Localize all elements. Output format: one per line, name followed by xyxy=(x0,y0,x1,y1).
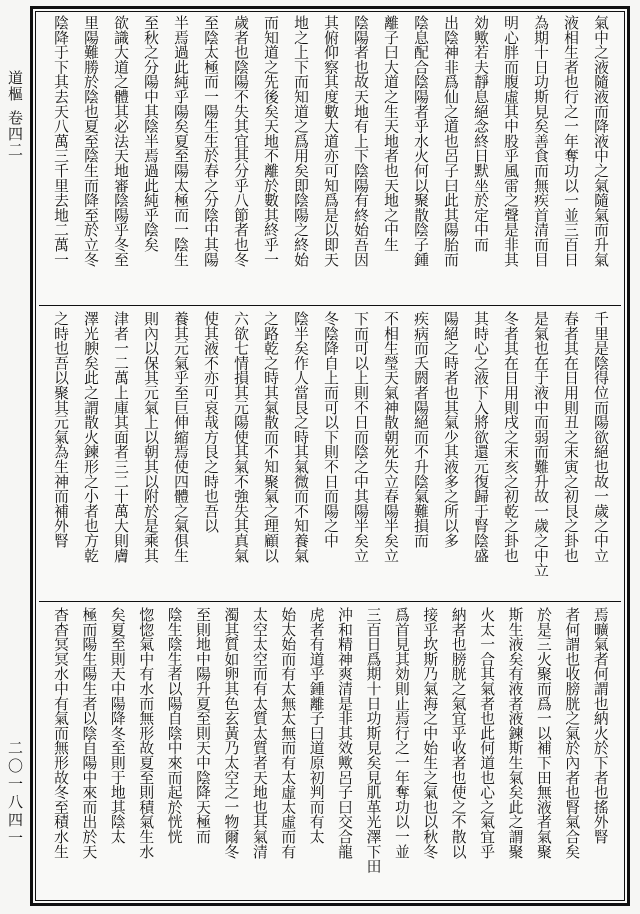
text-column: 極而陽生陽生者以陰自陽中來而出於天 xyxy=(80,607,98,859)
text-column: 冬陰降自上而可以下則不日而陽之中 xyxy=(322,311,339,548)
text-column: 明心胖而腹虛其中股乎風雷之聲是非其 xyxy=(502,15,519,267)
page-number: 二〇一八四一 xyxy=(6,740,24,848)
panel-divider xyxy=(39,305,621,306)
text-column: 歲者也陰陽不失其宜其分乎八節者也冬 xyxy=(232,15,249,267)
text-column: 矣夏至則天中陽降冬至則于地其陰太 xyxy=(108,607,126,844)
text-column: 為期十日功斯見矣善食而無疾首清而目 xyxy=(532,15,549,267)
text-column: 爲首見其効則止焉行之一年奪功以一並 xyxy=(392,607,410,859)
text-column: 陰陽者也故天地有上下陰陽有終始吾因 xyxy=(352,15,369,267)
text-column: 沖和精神爽清是非其效歟呂子曰交合龍 xyxy=(336,607,354,859)
text-column: 則內以保其元氣上以朝其以附於是乘其 xyxy=(142,311,159,563)
text-column: 至秋之分陽中其陰半焉過此純乎陰矣 xyxy=(142,15,159,252)
text-column: 不相生瑩天氣神散朝死失立春陽半矣立 xyxy=(382,311,399,563)
text-column: 里陽難勝於陰也夏至陰生而降至於立冬 xyxy=(82,15,99,267)
text-column: 納者也膀胱之氣宜乎收者也使之不散以 xyxy=(449,607,467,859)
text-column: 使其液不亦可哀哉方艮之時也吾以 xyxy=(202,311,219,533)
text-column: 濁其質如卵其色玄黃乃太空之一物爾冬 xyxy=(222,607,240,859)
text-column: 地之上下而知道之爲用矣即陰陽之終始 xyxy=(292,15,309,267)
text-column: 焉曠氣者何謂也納火於下者也搖外腎 xyxy=(591,607,609,844)
text-column: 惚惚氣中有水而無形故夏至則積氣生水 xyxy=(137,607,155,859)
text-column: 是氣也在于液中而弱而難升故一歲之中立 xyxy=(532,311,549,578)
text-column: 冬者其在日用則戌之末亥之初乾之卦也 xyxy=(502,311,519,563)
text-panel-middle xyxy=(39,311,621,597)
text-column: 六欲七情損其元陽使其氣不強失其真氣 xyxy=(232,311,249,563)
text-column: 火太一合其氣者也此何道也心之氣宜乎 xyxy=(478,607,496,859)
text-column: 而知道之先後矣天地不離於數其終乎一 xyxy=(262,15,279,267)
text-column: 虎者有道乎鍾離子曰道原初判而有太 xyxy=(307,607,325,844)
text-column: 出陰神非爲仙之道也呂子曰此其陽胎而 xyxy=(442,15,459,267)
text-column: 斯生液矣有液者液鍊斯生氣矣此之謂聚 xyxy=(506,607,524,859)
text-column: 液相生者也行之一年奪功以一並三百日 xyxy=(562,15,579,267)
text-column: 其時心之液下入將欲還元復歸于腎陰盛 xyxy=(472,311,489,563)
text-column: 千里是陰得位而陽欲絕也故一歲之中立 xyxy=(592,311,609,563)
text-column: 養其元氣乎至巨伸縮焉使四體之氣俱生 xyxy=(172,311,189,563)
text-column: 之時也吾以聚其元氣為生神而補外腎 xyxy=(52,311,69,548)
text-column: 至則地中陽升夏至則天中陰降天極而 xyxy=(194,607,212,844)
text-column: 陰生陰生者以陽自陰中來而起於恍恍 xyxy=(165,607,183,844)
text-panel-top xyxy=(39,15,621,301)
book-title: 道樞 xyxy=(6,70,24,102)
text-column: 陰息配合陰陽者乎水火何以聚散陰子鍾 xyxy=(412,15,429,267)
text-column: 陽絕之時者也其氣少其液多之所以多 xyxy=(442,311,459,548)
text-panel-bottom xyxy=(39,607,621,895)
text-column: 欲識大道之體其必法天地審陰陽乎冬至 xyxy=(112,15,129,267)
text-column: 津者一二萬上庫其面者三二十萬大則膚 xyxy=(112,311,129,563)
volume-label: 卷四二 xyxy=(6,110,24,158)
text-column: 陰降于下其去天八萬三千里去地二萬一 xyxy=(52,15,69,267)
text-column: 始太始而有太無太無而有太虛太虛而有 xyxy=(279,607,297,859)
text-column: 者何謂也收膀胱之氣於內者也腎氣合矣 xyxy=(563,607,581,859)
text-column: 半焉過此純乎陽矣夏至陽太極而一陰生 xyxy=(172,15,189,267)
text-column: 接乎坎斯乃氣海之中始生之氣也以秋冬 xyxy=(421,607,439,859)
text-column: 陰半矣作人當艮之時其氣微而不知養氣 xyxy=(292,311,309,563)
text-column: 至陰太極而一陽生生於春之分陰中其陽 xyxy=(202,15,219,267)
text-column: 春者其在日用則丑之末寅之初艮之卦也 xyxy=(562,311,579,563)
text-column: 下而可以上則不日而陰之中其陽半矣立 xyxy=(352,311,369,563)
text-column: 於是三火聚而爲一以補下田無液者氣聚 xyxy=(534,607,552,859)
text-column: 其俯仰察其度數大道亦可知爲是以即天 xyxy=(322,15,339,267)
text-column: 澤光腴矣此之謂散火鍊形之小者也方乾 xyxy=(82,311,99,563)
left-margin xyxy=(2,0,28,914)
text-column: 離子曰大道之生天地者也天地之中生 xyxy=(382,15,399,252)
panel-divider xyxy=(39,601,621,602)
text-column: 氣中之液隨液而降液中之氣隨氣而升氣 xyxy=(592,15,609,267)
text-column: 之路乾之時其氣散而不知聚氣之理顧以 xyxy=(262,311,279,563)
text-column: 疾病而夭閼者陽絕而不升陰氣難損而 xyxy=(412,311,429,548)
text-column: 三百日爲期十日功斯見矣見肌革光澤下田 xyxy=(364,607,382,874)
text-column: 太空太空而有太質太質者天地也其氣清 xyxy=(250,607,268,859)
page-frame xyxy=(30,6,630,906)
text-column: 杳杳冥冥水中有氣而無形故冬至積水生 xyxy=(52,607,69,859)
text-column: 効歟若夫靜息絕念終日默坐於定中而 xyxy=(472,15,489,252)
